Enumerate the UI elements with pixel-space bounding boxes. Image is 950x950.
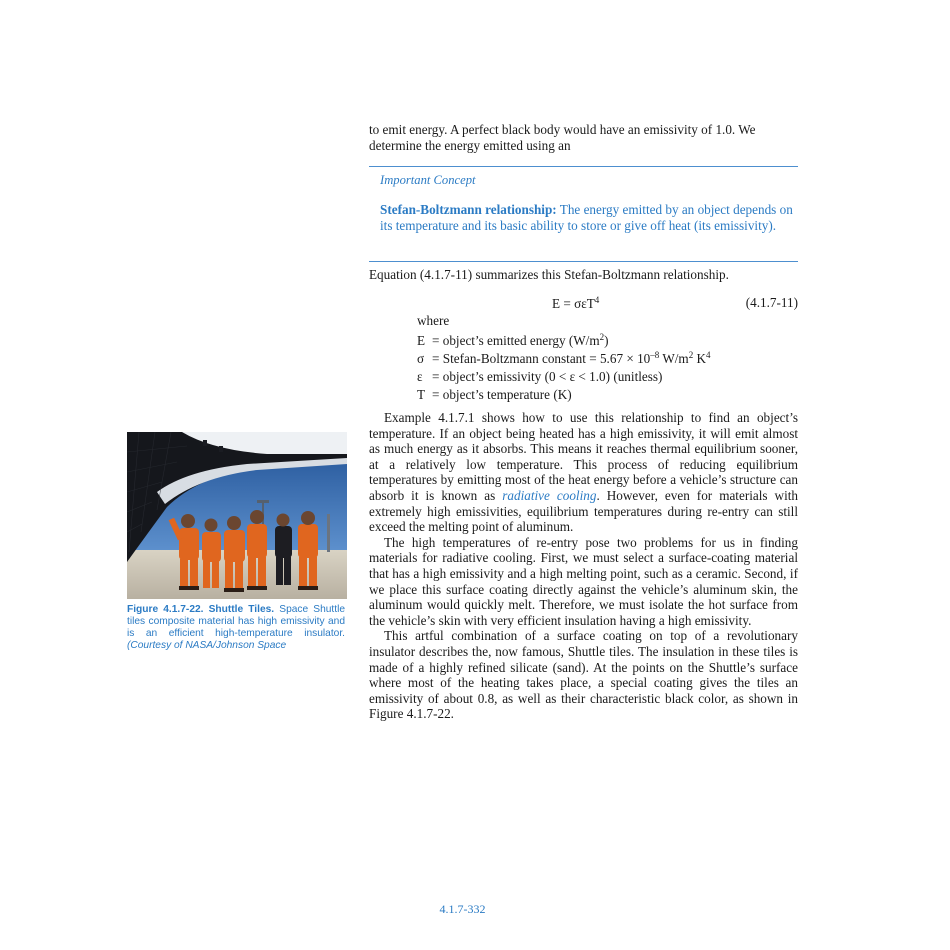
concept-top-rule bbox=[369, 166, 798, 167]
definition-symbol: E bbox=[417, 333, 426, 348]
definition-sup: 2 bbox=[599, 332, 605, 342]
shuttle-crew-photo bbox=[127, 432, 347, 599]
concept-body bbox=[380, 202, 795, 234]
concept-bottom-rule bbox=[369, 261, 798, 262]
paragraph-text: . However, even for materials with extremely high emissivities, equilibrium temperatures during re-entry can still exceed the melting point of aluminum. bbox=[369, 487, 798, 535]
body-paragraph bbox=[369, 410, 798, 535]
body-paragraph: The high temperatures of re-entry pose two problems for us in finding materials for radiative cooling. First, we must select a surface-coating material that has a high emissivity and a high melting point, such as a ceramic. Second, if we place this surface coating directly against the vehicle’s aluminum skin, the aluminum would quickly melt. Therefore, we must isolate the hot surface from the vehicle’s skin with very efficient insulation having a high emissivity. bbox=[369, 534, 798, 628]
concept-heading: Important Concept bbox=[380, 173, 476, 187]
definition-text-end: ) bbox=[604, 333, 609, 348]
figure-credit: (Courtesy of NASA/Johnson Space bbox=[127, 640, 287, 651]
definition-text: = object’s temperature (K) bbox=[432, 387, 572, 402]
equation-number: (4.1.7-11) bbox=[745, 295, 798, 310]
equation-equals: = bbox=[563, 296, 571, 311]
definition-sup: –8 bbox=[650, 350, 660, 360]
definition-text-mid: K bbox=[693, 351, 707, 366]
equation-intro: Equation (4.1.7-11) summarizes this Stefan-Boltzmann relationship. bbox=[369, 267, 729, 282]
body-paragraph: This artful combination of a surface coating on top of a revolutionary insulator describes the, now famous, Shuttle tiles. The insulation in these tiles is made of a highly refined silicate (sand). At the points on the Shuttle’s surface where most of the heating takes place, a special coating gives the tiles an emissivity of about 0.8, as well as their characteristic black color, as shown in Figure 4.1.7-22. bbox=[369, 628, 798, 722]
definition-row bbox=[417, 332, 609, 349]
equation-lhs: E bbox=[552, 296, 561, 311]
definition-sup: 2 bbox=[688, 350, 694, 360]
definition-row bbox=[417, 369, 662, 385]
figure-label: Figure 4.1.7-22. Shuttle Tiles. bbox=[127, 604, 275, 615]
definition-row bbox=[417, 350, 711, 367]
paragraph-text: Example 4.1.7.1 shows how to use this relationship to find an object’s temperature. If an object being heated has a high emissivity, it will emit almost as much energy as it absorbs. This means it reaches thermal equilibrium sooner, at a relatively low temperature. This process of reducing equilibrium temperatures by emitting most of the heat energy before a vehicle’s structure can absorb it is known as bbox=[369, 410, 798, 503]
definition-symbol: ε bbox=[417, 369, 423, 384]
shuttle-crew-image bbox=[127, 432, 347, 599]
definition-symbol: T bbox=[417, 387, 426, 402]
concept-definition: The energy emitted by an object depends on its temperature and its basic ability to store or give off heat (its emissivity). bbox=[380, 202, 793, 233]
equation bbox=[552, 295, 599, 312]
equation-rhs: σεT bbox=[574, 296, 595, 311]
figure-caption bbox=[127, 604, 345, 652]
definition-text: = Stefan-Boltzmann constant = 5.67 × 10 bbox=[432, 351, 651, 366]
intro-paragraph: to emit energy. A perfect black body would have an emissivity of 1.0. We determine the energy emitted using an bbox=[369, 122, 756, 153]
definition-text: = object’s emitted energy (W/m bbox=[432, 333, 600, 348]
concept-term: Stefan-Boltzmann relationship: bbox=[380, 202, 557, 217]
definition-row bbox=[417, 387, 572, 403]
body-text bbox=[369, 410, 798, 722]
definition-text: = object’s emissivity (0 < ε < 1.0) (unitless) bbox=[432, 369, 663, 384]
radiative-cooling-term: radiative cooling bbox=[502, 487, 597, 503]
definition-sup: 4 bbox=[706, 350, 711, 360]
page-number: 4.1.7-332 bbox=[439, 902, 486, 916]
equation-exponent: 4 bbox=[594, 295, 600, 305]
where-label: where bbox=[417, 313, 450, 328]
definition-text-mid: W/m bbox=[659, 351, 689, 366]
definition-symbol: σ bbox=[417, 351, 425, 366]
figure-caption-text: Space Shuttle tiles composite material has high emissivity and is an efficient high-temperature insulator. bbox=[127, 604, 346, 639]
